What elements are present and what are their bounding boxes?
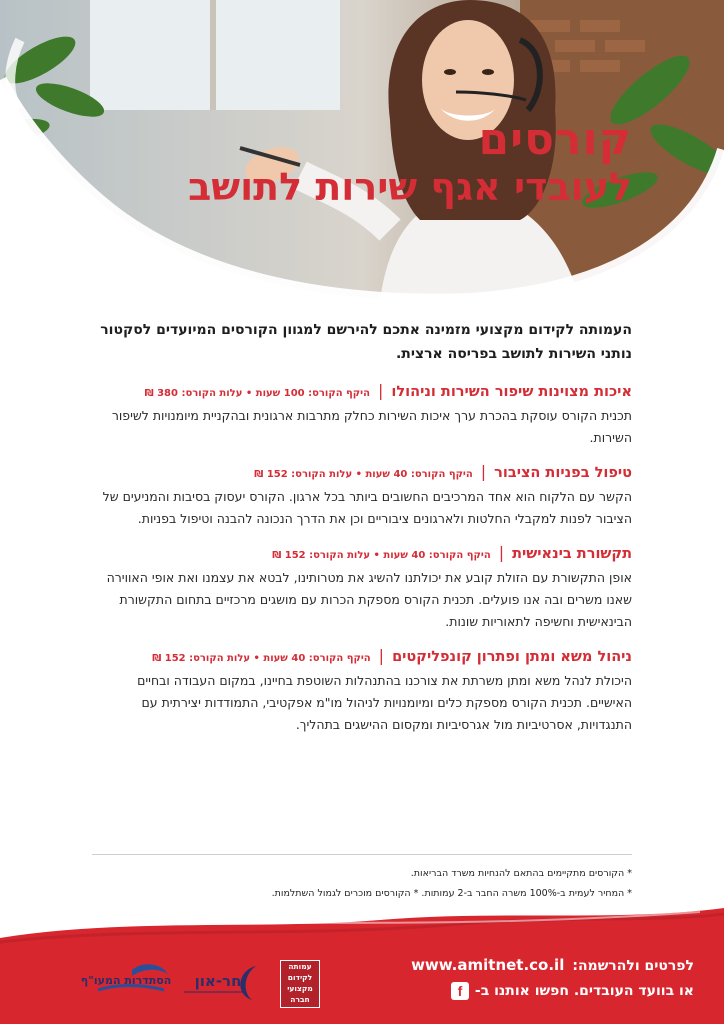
course-meta: היקף הקורס: 40 שעות • עלות הקורס: 152 ₪ [272,550,491,561]
course-separator: | [378,646,385,665]
contact-label: לפרטים ולהרשמה: [572,958,694,974]
course-title: תקשורת בינאישית [512,546,632,562]
contact-line1 [411,954,694,977]
hero-title-line2: לעובדי אגף שירות לתושב [188,165,632,209]
facebook-icon[interactable]: f [451,982,469,1000]
course-meta: היקף הקורס: 100 שעות • עלות הקורס: 380 ₪ [144,388,370,399]
course-item [92,380,632,449]
main-content [92,318,632,748]
course-item [92,542,632,633]
hero-banner [0,0,724,300]
amit-logo-line: עמותה [288,962,312,971]
amit-logo-line: לקידום [287,973,313,982]
course-description: היכולת לנהל משא ומתן משרתת את צורכנו בהתנהלות השוטפת בחיינו, במקום העבודה ובחיים האישיים. תכנית הקורס מספקת כלים ומיומנויות לניהול מו"מ אפקטיבי, התמודדות יצירתית עם התנגדויות, אסרטיביות מול אגרסיביות ומקסום ההישגים בתהליך. [137,673,632,732]
contact-line2 [411,979,694,1003]
course-separator: | [480,462,487,481]
amit-logo-line: מקצועי [287,984,313,993]
course-title: טיפול בפניות הציבור [494,465,632,481]
notes-divider [92,854,632,855]
course-header [92,380,632,405]
course-description: תכנית הקורס עוסקת בהכרת ערך איכות השירות כחלק מתרבות ארגונית ובהקניית מיומנויות לשיפור השירות. [111,408,632,445]
contact-line2-text: או בוועד העובדים. חפשו אותנו ב- [474,983,694,999]
haron-logo [178,960,270,1006]
footnote-line: * המחיר לעמית ב-100% משרה החבר ב-2 עמותות. * הקורסים מוכרים לגמול השתלמות. [271,888,632,899]
contact-info [411,954,694,1003]
histadrut-logo-text: הסתדרות המעו"ף [80,974,172,987]
course-meta: היקף הקורס: 40 שעות • עלות הקורס: 152 ₪ [254,469,473,480]
course-title: איכות מצוינות שיפור השירות וניהולו [391,384,632,400]
course-item [92,645,632,736]
hero-title [188,114,632,209]
course-header [92,645,632,670]
course-title: ניהול משא ומתן ופתרון קונפליקטים [392,649,632,665]
intro-paragraph: העמותה לקידום מקצועי מזמינה אתכם להירשם למגוון הקורסים המיועדים לסקטור נותני השירות לתושב בפריסה ארצית. [100,322,632,362]
course-separator: | [377,381,384,400]
haron-logo-text: חר-און [194,972,242,990]
website-link[interactable]: www.amitnet.co.il [411,956,565,974]
course-item [92,461,632,530]
course-header [92,461,632,486]
hero-title-line1: קורסים [478,114,632,165]
amit-logo [280,960,320,1008]
course-description: הקשר עם הלקוח הוא אחד המרכיבים החשובים ביותר בכל ארגון. הקורס יעסוק בסיבות והמניעים של הציבור לפנות למקבלי החלטות ולארגונים ציבוריים וכן את הדרך הנכונה להבנה וטיפול בפניות. [102,489,632,526]
course-header [92,542,632,567]
amit-logo-line: חברה [290,995,310,1004]
course-separator: | [498,543,505,562]
course-description: אופן התקשורת עם הזולת קובע את יכולתנו להשיג את מטרותינו, לבטא את עצמנו ואת אופי האווירה שאנו משרים ובה אנו פועלים. תכנית הקורס מספקת הכרות עם מושגים מרכזיים בתחום התקשורת הבינאישית וחשיפה לתאוריות שונות. [106,570,632,629]
course-meta: היקף הקורס: 40 שעות • עלות הקורס: 152 ₪ [152,653,371,664]
footer-band [0,908,724,1024]
footnotes [92,864,632,904]
histadrut-logo [80,960,172,1006]
footnote-line: * הקורסים מתקיימים בהתאם להנחיות משרד הבריאות. [410,868,632,879]
